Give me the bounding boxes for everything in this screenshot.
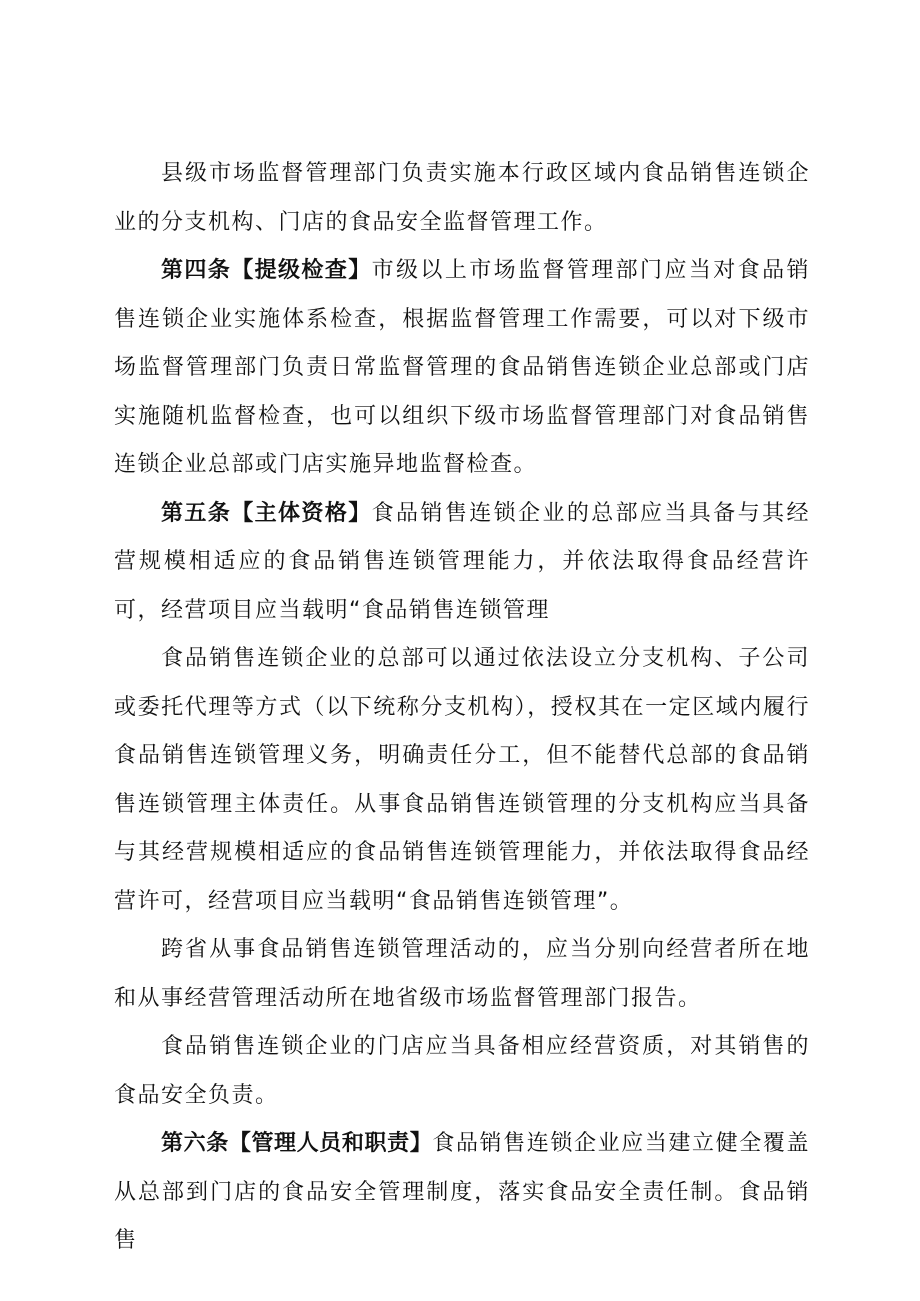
article-5-heading: 第五条【主体资格】 <box>161 500 372 526</box>
paragraph-article-6 <box>114 1120 810 1266</box>
paragraph-store-qualification <box>114 1023 810 1120</box>
article-6-heading: 第六条【管理人员和职责】 <box>161 1131 433 1156</box>
paragraph-text: 跨省从事食品销售连锁管理活动的，应当分别向经营者所在地和从事经营管理活动所在地省级市场监督管理部门报告。 <box>114 937 810 1011</box>
paragraph-text: 市级以上市场监督管理部门应当对食品销售连锁企业实施体系检查，根据监督管理工作需要，可以对下级市场监督管理部门负责日常监督管理的食品销售连锁企业总部或门店实施随机监督检查，也可以组织下级市场监督管理部门对食品销售连锁企业总部或门店实施异地监督检查。 <box>114 258 810 477</box>
paragraph-text: 食品销售连锁企业的门店应当具备相应经营资质，对其销售的食品安全负责。 <box>114 1034 810 1108</box>
paragraph-county-supervision <box>114 150 810 247</box>
paragraph-branch-authorization <box>114 635 810 926</box>
paragraph-text: 食品销售连锁企业的总部可以通过依法设立分支机构、子公司或委托代理等方式（以下统称分支机构），授权其在一定区域内履行食品销售连锁管理义务，明确责任分工，但不能替代总部的食品销售连锁管理主体责任。从事食品销售连锁管理的分支机构应当具备与其经营规模相适应的食品销售连锁管理能力，并依法取得食品经营许可，经营项目应当载明“食品销售连锁管理”。 <box>114 646 810 914</box>
paragraph-article-5 <box>114 490 810 636</box>
paragraph-text: 食品销售连锁企业应当建立健全覆盖从总部到门店的食品安全管理制度，落实食品安全责任制。食品销售 <box>114 1131 810 1253</box>
article-4-heading: 第四条【提级检查】 <box>161 258 372 283</box>
paragraph-article-4 <box>114 247 810 490</box>
paragraph-text: 县级市场监督管理部门负责实施本行政区域内食品销售连锁企业的分支机构、门店的食品安全监督管理工作。 <box>114 161 810 235</box>
paragraph-text: 食品销售连锁企业的总部应当具备与其经营规模相适应的食品销售连锁管理能力，并依法取得食品经营许可，经营项目应当载明“食品销售连锁管理 <box>114 500 810 623</box>
document-body <box>114 150 810 1266</box>
paragraph-cross-province <box>114 926 810 1023</box>
